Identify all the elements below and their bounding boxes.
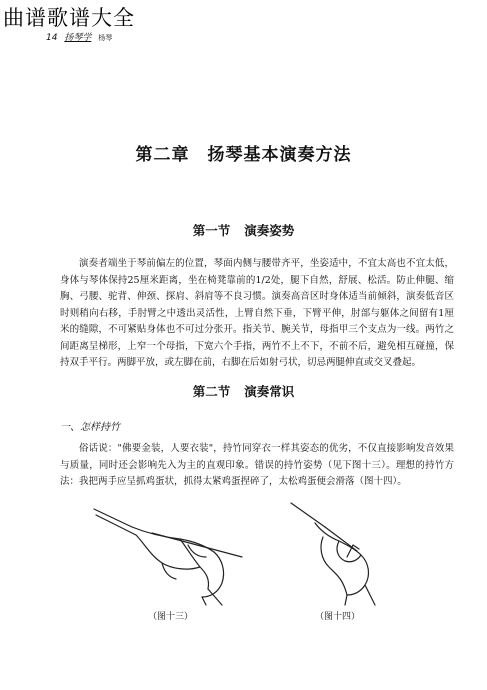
section-1-title: 演奏姿势: [244, 223, 295, 238]
figure-14-caption: （图十四）: [315, 612, 361, 622]
section-2-title: 演奏常识: [244, 384, 295, 399]
watermark-text: 曲谱歌谱大全: [3, 6, 135, 30]
editor-name: 杨琴: [98, 34, 113, 42]
book-title: 扬琴学: [64, 33, 92, 43]
section-1-heading: [0, 221, 487, 239]
figure-13-caption: （图十三）: [148, 612, 194, 622]
section-1-number: 第一节: [192, 223, 231, 238]
chapter-title: 第二章 扬琴基本演奏方法: [135, 145, 352, 165]
section-1-paragraph: 演奏者端坐于琴前偏左的位置，琴面内侧与腰带齐平，坐姿适中，不宜太高也不宜太低，身体与琴体保持25厘米距离，坐在椅凳靠前的1/2处，腿下自然，舒展、松活。防止伸腿、缩胸、弓腰、驼背、伸颈、探肩、斜肩等不良习惯。演奏高音区时身体适当前倾斜，演奏低音区时则稍向右移，手肘臂之中透出灵活性，上臂自然下垂，下臂平伸，肘部与躯体之间留有1厘米的缝隙，不可紧贴身体也不可过分张开。指关节、腕关节，母指甲三个支点为一线。两竹之间距离呈梯形，上窄一个母指，下宽六个手指，两竹不上不下，不前不后，避免相互碰撞，保持双手平行。两脚平放，或左脚在前，右脚在后如射弓状，切忌两腿伸直或交叉叠起。: [60, 258, 454, 368]
section-2-heading: [0, 382, 487, 400]
running-header: [46, 30, 112, 43]
section-2-number: 第二节: [192, 384, 231, 399]
subheading-holding-mallets: 一、怎样持竹: [60, 422, 120, 433]
figure-14-hand-drawing: [285, 497, 385, 607]
figure-13-hand-drawing: [92, 497, 252, 607]
page-number: 14: [46, 33, 58, 43]
section-2-paragraph: 俗话说："佛要金装，人要衣装"，持竹同穿衣一样其姿态的优劣，不仅直接影响发音效果与质量，同时还会影响先入为主的直观印象。错误的持竹姿势（见下图十三）。理想的持竹方法：我把两手应呈抓鸡蛋状，抓得太紧鸡蛋捏碎了，太松鸡蛋便会滑落（图十四）。: [60, 443, 454, 487]
